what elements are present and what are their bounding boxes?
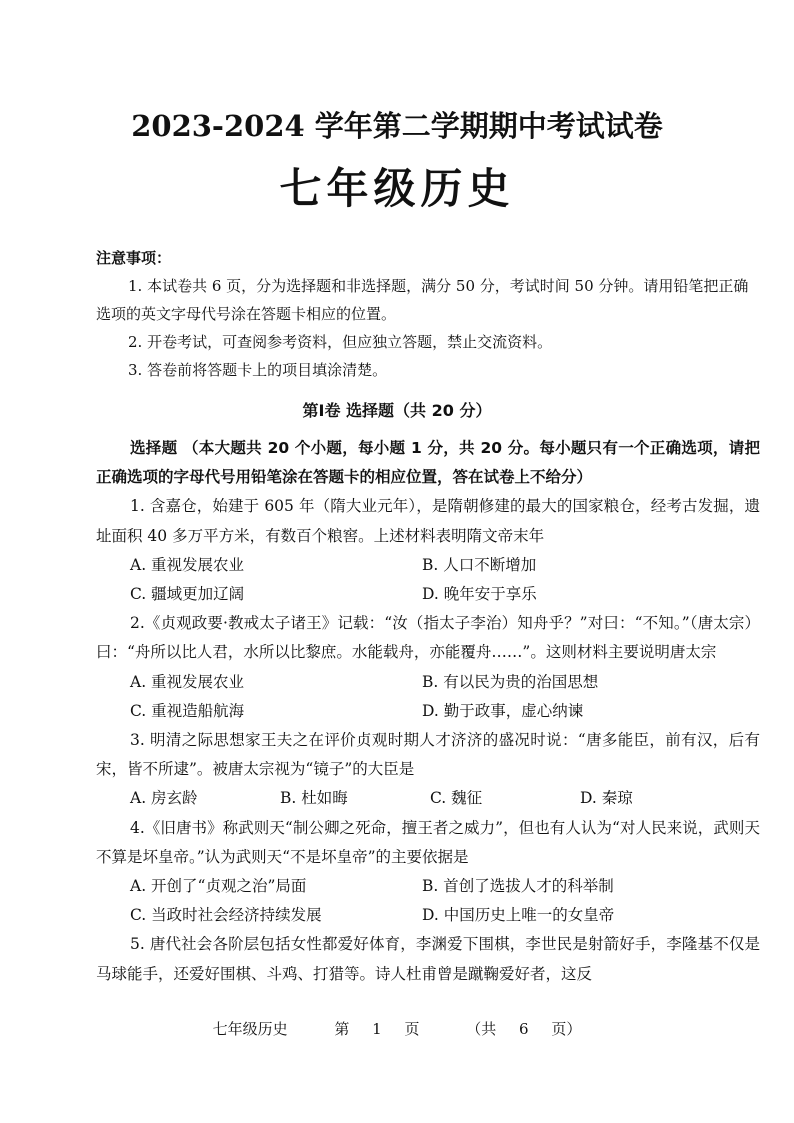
instructions: 选择题 （本大题共 20 个小题，每小题 1 分，共 20 分。每小题只有一个正确选项，请把正确选项的字母代号用铅笔涂在答题卡的相应位置，答在试卷上不给分）	[96, 439, 760, 487]
options-row	[96, 901, 760, 930]
footer-subject: 七年级历史	[212, 1020, 288, 1038]
option-c: C. 疆域更加辽阔	[130, 585, 245, 604]
question-stem-3: 3. 明清之际思想家王夫之在评价贞观时期人才济济的盛况时说：“唐多能臣，前有汉，后有宋，皆不所逮”。被唐太宗视为“镜子”的大臣是	[96, 731, 760, 779]
option-c: C. 重视造船航海	[130, 701, 245, 720]
options-row	[96, 580, 760, 609]
options-row	[96, 784, 760, 813]
option-d: D. 勤于政事，虚心纳谏	[422, 701, 584, 720]
question-stem-2: 2.《贞观政要·教戒太子诸王》记载：“汝（指太子李治）知舟乎？”对曰：“不知。”（唐太宗）曰：“舟所以比人君，水所以比黎庶。水能载舟，亦能覆舟……”。这则材料主要说明唐太宗	[96, 614, 760, 662]
footer-page-total: （共 6 页）	[466, 1020, 582, 1038]
footer-page-number: 第 1 页	[334, 1020, 420, 1038]
options-row	[96, 668, 760, 697]
option-b: B. 杜如晦	[280, 789, 348, 808]
question-stem-5: 5. 唐代社会各阶层包括女性都爱好体育，李渊爱下围棋，李世民是射箭好手，李隆基不仅是马球能手，还爱好围棋、斗鸡、打猎等。诗人杜甫曾是蹴鞠爱好者，这反	[96, 935, 760, 983]
page-footer	[0, 1018, 794, 1039]
subject-title: 七年级历史	[279, 164, 515, 213]
option-a: A. 开创了“贞观之治”局面	[130, 877, 307, 896]
question-stem-4: 4.《旧唐书》称武则天“制公卿之死命，擅王者之威力”，但也有人认为“对人民来说，武则天不算是坏皇帝。”认为武则天“不是坏皇帝”的主要依据是	[96, 818, 760, 866]
option-d: D. 中国历史上唯一的女皇帝	[422, 906, 615, 925]
option-d: D. 晚年安于享乐	[422, 585, 537, 604]
option-a: A. 重视发展农业	[130, 672, 245, 691]
option-b: B. 首创了选拔人才的科举制	[422, 877, 614, 896]
notice-heading: 注意事项：	[96, 249, 172, 267]
question-stem-1: 1. 含嘉仓，始建于 605 年（隋大业元年），是隋朝修建的最大的国家粮仓，经考古发掘，遗址面积 40 多万平方米，有数百个粮窖。上述材料表明隋文帝末年	[96, 497, 760, 545]
notice-section	[96, 244, 756, 384]
option-c: C. 魏征	[430, 789, 483, 808]
exam-title: 2023-2024 学年第二学期期中考试试卷	[131, 109, 663, 143]
notice-item: 3. 答卷前将答题卡上的项目填涂清楚。	[128, 361, 388, 379]
options-row	[96, 872, 760, 901]
options-row	[96, 551, 760, 580]
section-title: 第Ⅰ卷 选择题（共 20 分）	[302, 401, 492, 420]
option-b: B. 人口不断增加	[422, 555, 537, 574]
notice-item: 1. 本试卷共 6 页，分为选择题和非选择题，满分 50 分，考试时间 50 分钟。请用铅笔把正确选项的英文字母代号涂在答题卡相应的位置。	[96, 277, 749, 323]
option-d: D. 秦琼	[580, 789, 633, 808]
questions-body	[96, 434, 760, 989]
option-a: A. 房玄龄	[130, 789, 198, 808]
option-c: C. 当政时社会经济持续发展	[130, 906, 322, 925]
notice-item: 2. 开卷考试，可查阅参考资料，但应独立答题，禁止交流资料。	[128, 333, 553, 351]
option-b: B. 有以民为贵的治国思想	[422, 672, 599, 691]
options-row	[96, 697, 760, 726]
option-a: A. 重视发展农业	[130, 555, 245, 574]
